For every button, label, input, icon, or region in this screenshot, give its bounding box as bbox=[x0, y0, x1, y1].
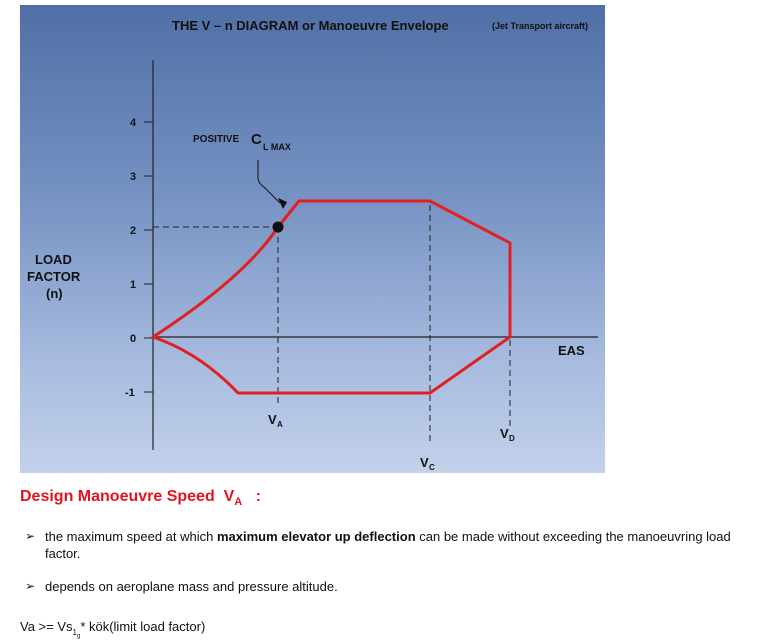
section-heading-subscript: A bbox=[234, 496, 243, 508]
y-axis-label-line: FACTOR bbox=[27, 269, 81, 284]
speed-label-va-sub: A bbox=[277, 420, 283, 429]
y-axis-label-line: LOAD bbox=[35, 252, 72, 267]
speed-label-vc-sub: C bbox=[429, 463, 435, 472]
bullet-text: can be made without exceeding the manoeuvring load factor. bbox=[45, 529, 731, 561]
arrow-bullet-icon: ➢ bbox=[25, 579, 36, 593]
bullet-text: depends on aeroplane mass and pressure altitude. bbox=[45, 579, 338, 594]
x-axis-label: EAS bbox=[558, 343, 585, 358]
speed-label-vc-main: V bbox=[420, 455, 429, 470]
arrow-bullet-icon: ➢ bbox=[25, 529, 36, 543]
annotation-cl-symbol: C bbox=[251, 131, 262, 148]
formula-subscript: 1g bbox=[72, 627, 81, 640]
bullet-list bbox=[25, 528, 765, 595]
annotation-cl-subscript: L MAX bbox=[263, 142, 291, 152]
section-heading bbox=[20, 488, 261, 506]
annotation-positive-text: POSITIVE bbox=[193, 134, 240, 145]
diagram-title: THE V – n DIAGRAM or Manoeuvre Envelope bbox=[172, 18, 449, 33]
bullet-text-bold: maximum elevator up deflection bbox=[216, 529, 416, 544]
annotation-arrow-icon bbox=[278, 198, 287, 209]
speed-label-vd-sub: D bbox=[509, 434, 515, 443]
y-axis-label-line: (n) bbox=[46, 286, 63, 301]
list-item bbox=[25, 528, 765, 562]
speed-label-va-main: V bbox=[268, 412, 277, 427]
y-tick-label: 0 bbox=[130, 333, 137, 345]
diagram-title-note: (Jet Transport aircraft) bbox=[492, 21, 589, 31]
section-heading-symbol: V bbox=[223, 488, 235, 505]
y-tick-label: 2 bbox=[130, 225, 137, 237]
formula-line bbox=[20, 619, 205, 639]
formula-suffix: * kök(limit load factor) bbox=[80, 619, 206, 634]
section-heading-text: Design Manoeuvre Speed bbox=[20, 488, 215, 505]
dashed-guide-lines bbox=[153, 205, 510, 445]
y-axis-ticks bbox=[144, 122, 153, 392]
annotation-leader-line bbox=[258, 160, 280, 203]
y-tick-label: 4 bbox=[130, 117, 137, 129]
section-heading-colon: : bbox=[255, 488, 261, 505]
speed-label-vd-main: V bbox=[500, 426, 509, 441]
formula-prefix: Va >= Vs bbox=[20, 619, 73, 634]
y-tick-label: 1 bbox=[130, 279, 137, 291]
vn-diagram bbox=[20, 5, 605, 473]
cl-max-point bbox=[273, 222, 284, 233]
vn-diagram-panel bbox=[20, 5, 605, 473]
y-tick-label: -1 bbox=[125, 387, 135, 399]
y-tick-label: 3 bbox=[130, 171, 137, 183]
bullet-text: the maximum speed at which bbox=[45, 529, 217, 544]
list-item bbox=[25, 578, 765, 595]
manoeuvre-envelope bbox=[153, 201, 510, 393]
